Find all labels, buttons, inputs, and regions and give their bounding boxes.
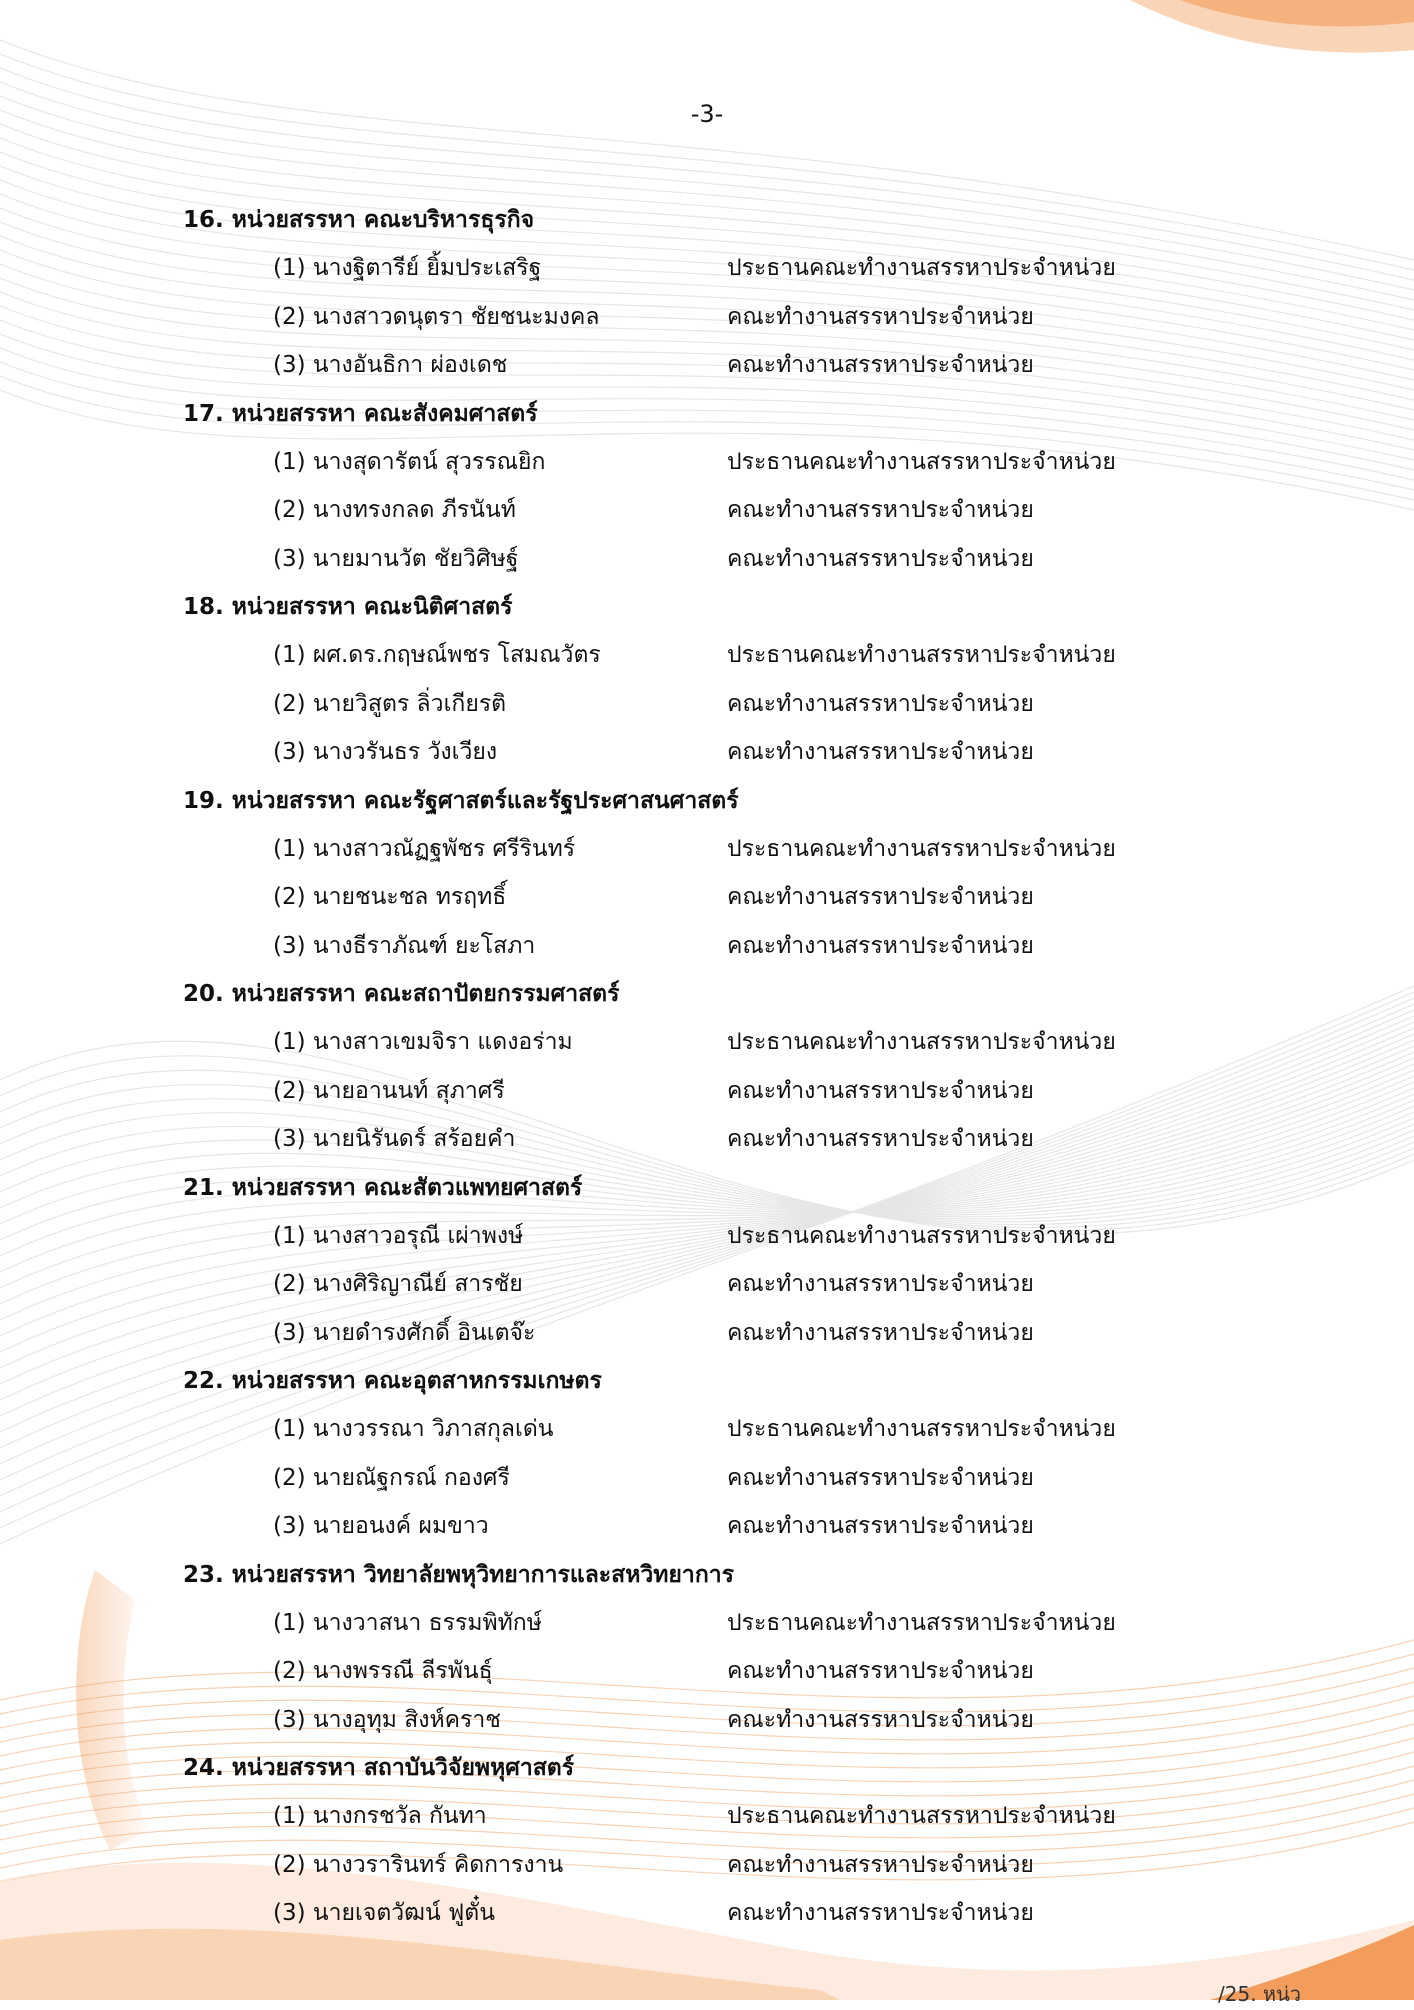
- member-role: คณะทำงานสรรหาประจำหน่วย: [727, 1126, 1034, 1152]
- member-name: (3) นางธีราภัณฑ์ ยะโสภา: [273, 932, 536, 959]
- member-name: (1) นางวาสนา ธรรมพิทักษ์: [273, 1609, 542, 1636]
- member-row: [0, 1502, 1414, 1551]
- member-row: [0, 680, 1414, 729]
- member-role: คณะทำงานสรรหาประจำหน่วย: [727, 1464, 1034, 1491]
- member-row: [0, 922, 1414, 971]
- section-title: 18. หน่วยสรรหา คณะนิติศาสตร์: [183, 594, 513, 620]
- section-title: 24. หน่วยสรรหา สถาบันวิจัยพหุศาสตร์: [183, 1755, 575, 1781]
- continuation-text: /25. หน่ว: [1218, 1982, 1301, 2006]
- member-name: (2) นายชนะชล ทรฤทธิ์: [273, 884, 507, 910]
- member-name: (3) นางอันธิกา ผ่องเดช: [273, 352, 508, 378]
- committee-section: [0, 777, 1414, 971]
- member-row: [0, 728, 1414, 777]
- member-row: [0, 244, 1414, 293]
- member-row: [0, 825, 1414, 874]
- section-title: 21. หน่วยสรรหา คณะสัตวแพทยศาสตร์: [183, 1174, 583, 1201]
- member-row: [0, 1018, 1414, 1067]
- committee-section: [0, 1164, 1414, 1358]
- member-role: คณะทำงานสรรหาประจำหน่วย: [727, 884, 1034, 910]
- member-name: (2) นางสาวดนุตรา ชัยชนะมงคล: [273, 303, 600, 330]
- committee-section: [0, 1551, 1414, 1745]
- member-name: (2) นายอานนท์ สุภาศรี: [273, 1077, 505, 1104]
- member-role: คณะทำงานสรรหาประจำหน่วย: [727, 1900, 1034, 1926]
- member-row: [0, 1599, 1414, 1648]
- member-name: (3) นายนิรันดร์ สร้อยคำ: [273, 1126, 516, 1152]
- member-row: [0, 1260, 1414, 1309]
- section-title: 16. หน่วยสรรหา คณะบริหารธุรกิจ: [183, 207, 535, 233]
- member-name: (2) นางทรงกลด ภีรนันท์: [273, 497, 516, 523]
- member-role: คณะทำงานสรรหาประจำหน่วย: [727, 352, 1034, 378]
- member-name: (3) นายอนงค์ ผมขาว: [273, 1513, 489, 1539]
- member-row: [0, 631, 1414, 680]
- member-name: (3) นายเจตวัฒน์ ฟูตั๋น: [273, 1900, 495, 1926]
- member-row: [0, 535, 1414, 584]
- member-name: (3) นายดำรงศักดิ์ อินเตจ๊ะ: [273, 1319, 536, 1346]
- member-role: ประธานคณะทำงานสรรหาประจำหน่วย: [727, 1609, 1116, 1636]
- member-row: [0, 1841, 1414, 1890]
- committee-section: [0, 1744, 1414, 1938]
- member-role: ประธานคณะทำงานสรรหาประจำหน่วย: [727, 1803, 1116, 1829]
- member-row: [0, 1454, 1414, 1503]
- member-name: (3) นางวรันธร วังเวียง: [273, 739, 498, 765]
- committee-section: [0, 1357, 1414, 1551]
- member-role: ประธานคณะทำงานสรรหาประจำหน่วย: [727, 1222, 1116, 1249]
- member-row: [0, 1405, 1414, 1454]
- member-role: ประธานคณะทำงานสรรหาประจำหน่วย: [727, 835, 1116, 862]
- member-role: คณะทำงานสรรหาประจำหน่วย: [727, 1077, 1034, 1104]
- member-role: คณะทำงานสรรหาประจำหน่วย: [727, 303, 1034, 330]
- member-role: คณะทำงานสรรหาประจำหน่วย: [727, 1319, 1034, 1346]
- document-body: [0, 196, 1414, 1938]
- member-name: (2) นายวิสูตร ลิ่วเกียรติ: [273, 690, 507, 717]
- member-row: [0, 293, 1414, 342]
- member-name: (2) นางวรารินทร์ คิดการงาน: [273, 1851, 564, 1878]
- member-name: (3) นางอุทุม สิงห์คราช: [273, 1706, 501, 1733]
- member-role: คณะทำงานสรรหาประจำหน่วย: [727, 690, 1034, 717]
- member-row: [0, 1889, 1414, 1938]
- page-number: -3-: [690, 100, 724, 128]
- committee-section: [0, 390, 1414, 584]
- member-row: [0, 486, 1414, 535]
- member-role: คณะทำงานสรรหาประจำหน่วย: [727, 739, 1034, 765]
- member-row: [0, 341, 1414, 390]
- member-name: (1) นางฐิตารีย์ ยิ้มประเสริฐ: [273, 255, 542, 281]
- member-role: ประธานคณะทำงานสรรหาประจำหน่วย: [727, 448, 1116, 475]
- member-name: (1) ผศ.ดร.กฤษณ์พชร โสมณวัตร: [273, 642, 601, 668]
- member-role: ประธานคณะทำงานสรรหาประจำหน่วย: [727, 1029, 1116, 1055]
- member-role: คณะทำงานสรรหาประจำหน่วย: [727, 1271, 1034, 1297]
- member-row: [0, 1696, 1414, 1745]
- member-name: (1) นางกรชวัล กันทา: [273, 1803, 487, 1829]
- committee-section: [0, 583, 1414, 777]
- member-role: ประธานคณะทำงานสรรหาประจำหน่วย: [727, 642, 1116, 668]
- section-title: 19. หน่วยสรรหา คณะรัฐศาสตร์และรัฐประศาสนศาสตร์: [183, 787, 739, 814]
- committee-section: [0, 970, 1414, 1164]
- member-row: [0, 873, 1414, 922]
- member-role: คณะทำงานสรรหาประจำหน่วย: [727, 497, 1034, 523]
- member-row: [0, 438, 1414, 487]
- member-role: คณะทำงานสรรหาประจำหน่วย: [727, 1513, 1034, 1539]
- section-title: 23. หน่วยสรรหา วิทยาลัยพหุวิทยาการและสหวิทยาการ: [183, 1561, 735, 1588]
- member-name: (3) นายมานวัต ชัยวิศิษฐ์: [273, 545, 519, 572]
- member-name: (1) นางสาวณัฏฐพัชร ศรีรินทร์: [273, 835, 576, 862]
- member-name: (2) นายณัฐกรณ์ กองศรี: [273, 1464, 510, 1491]
- member-role: ประธานคณะทำงานสรรหาประจำหน่วย: [727, 1416, 1116, 1442]
- member-row: [0, 1792, 1414, 1841]
- member-role: คณะทำงานสรรหาประจำหน่วย: [727, 932, 1034, 959]
- member-role: คณะทำงานสรรหาประจำหน่วย: [727, 1658, 1034, 1684]
- committee-section: [0, 196, 1414, 390]
- member-row: [0, 1309, 1414, 1358]
- section-title: 17. หน่วยสรรหา คณะสังคมศาสตร์: [183, 400, 538, 427]
- member-name: (2) นางศิริญาณีย์ สารชัย: [273, 1271, 523, 1297]
- member-role: คณะทำงานสรรหาประจำหน่วย: [727, 545, 1034, 572]
- member-row: [0, 1212, 1414, 1261]
- member-role: ประธานคณะทำงานสรรหาประจำหน่วย: [727, 255, 1116, 281]
- member-name: (1) นางสาวเขมจิรา แดงอร่าม: [273, 1029, 573, 1055]
- member-role: คณะทำงานสรรหาประจำหน่วย: [727, 1851, 1034, 1878]
- section-title: 20. หน่วยสรรหา คณะสถาปัตยกรรมศาสตร์: [183, 981, 620, 1007]
- member-row: [0, 1115, 1414, 1164]
- member-name: (1) นางสาวอรุณี เผ่าพงษ์: [273, 1222, 524, 1249]
- member-name: (1) นางวรรณา วิภาสกุลเด่น: [273, 1416, 554, 1442]
- member-row: [0, 1647, 1414, 1696]
- member-role: คณะทำงานสรรหาประจำหน่วย: [727, 1706, 1034, 1733]
- section-title: 22. หน่วยสรรหา คณะอุตสาหกรรมเกษตร: [183, 1368, 602, 1394]
- member-name: (1) นางสุดารัตน์ สุวรรณยิก: [273, 448, 546, 475]
- member-row: [0, 1067, 1414, 1116]
- member-name: (2) นางพรรณี ลีรพันธุ์: [273, 1658, 493, 1684]
